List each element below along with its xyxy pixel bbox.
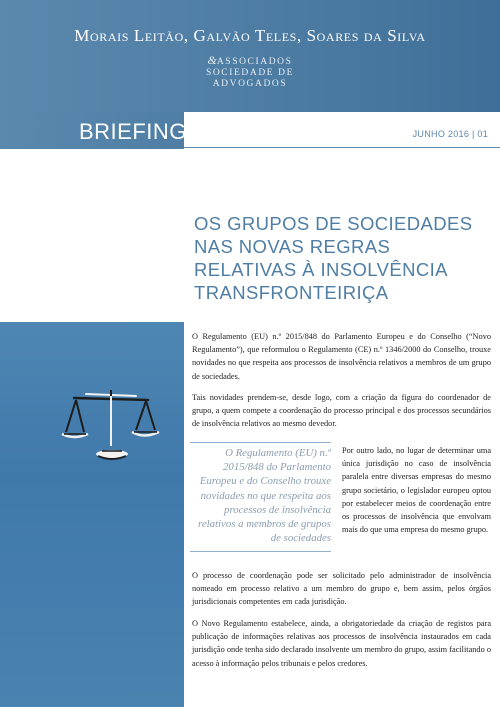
quote-rule-top: [190, 442, 331, 443]
title-line-1: OS GRUPOS DE SOCIEDADES: [194, 213, 473, 234]
title-line-4: TRANSFRONTEIRIÇA: [194, 282, 389, 303]
subtitle-line-1: ASSOCIADOS: [216, 57, 293, 67]
briefing-divider: [184, 147, 500, 148]
paragraph-4: O processo de coordenação pode ser solicitado pelo administrador de insolvência nomeado em processo relativo a um membro do grupo e, bem assim, pelos órgãos jurisdicionais competentes em cada jurisdição.: [192, 571, 491, 607]
header-banner: [0, 0, 500, 112]
firm-subtitle: [150, 55, 350, 90]
issue-date: JUNHO 2016 | 01: [412, 129, 488, 139]
subtitle-line-3: ADVOGADOS: [212, 79, 288, 89]
pull-quote: O Regulamento (EU) n.º 2015/848 do Parlamento Europeu e do Conselho trouxe novidades no que respeita aos processos de insolvência relativos a membros de grupos de sociedades: [198, 447, 331, 545]
subtitle-line-2: SOCIEDADE DE: [205, 68, 295, 78]
paragraph-1: O Regulamento (EU) n.º 2015/848 do Parlamento Europeu e do Conselho (“Novo Regulamento”), que reformulou o Regulamento (CE) n.º 1346/2000 do Conselho, trouxe novidades no que respeita aos processos de insolvência relativos a membros de um grupo de sociedades.: [192, 332, 491, 381]
title-line-3: RELATIVAS À INSOLVÊNCIA: [194, 259, 448, 280]
scales-of-justice-icon: [56, 384, 166, 464]
quote-rule-bottom: [190, 551, 331, 552]
briefing-label: BRIEFING: [79, 119, 187, 144]
ampersand: &: [207, 53, 217, 67]
title-line-2: NAS NOVAS REGRAS: [194, 236, 391, 257]
paragraph-2: Tais novidades prendem-se, desde logo, com a criação da figura do coordenador de grupo, a quem compete a coordenação do processo principal e dos processos secundários de insolvência relativos ao mesmo devedor.: [192, 393, 491, 429]
firm-name: Morais Leitão, Galvão Teles, Soares da Silva: [74, 26, 426, 45]
paragraph-3: Por outro lado, no lugar de determinar uma única jurisdição no caso de insolvência paralela entre diversas empresas do mesmo grupo societário, o legislador europeu optou por estabelecer meios de coordenação entre os processos de insolvência que envolvam mais do que uma empresa do mesmo grupo.: [342, 446, 491, 535]
side-panel: [0, 322, 184, 707]
paragraph-5: O Novo Regulamento estabelece, ainda, a obrigatoriedade da criação de registos para publicação de informações relativas aos processos de insolvência instaurados em cada jurisdição onde tenha sido declarado insolvente um membro do grupo, assim facilitando o acesso à informação pelos tribunais e pelos credores.: [192, 619, 491, 668]
article-title: [194, 212, 494, 304]
